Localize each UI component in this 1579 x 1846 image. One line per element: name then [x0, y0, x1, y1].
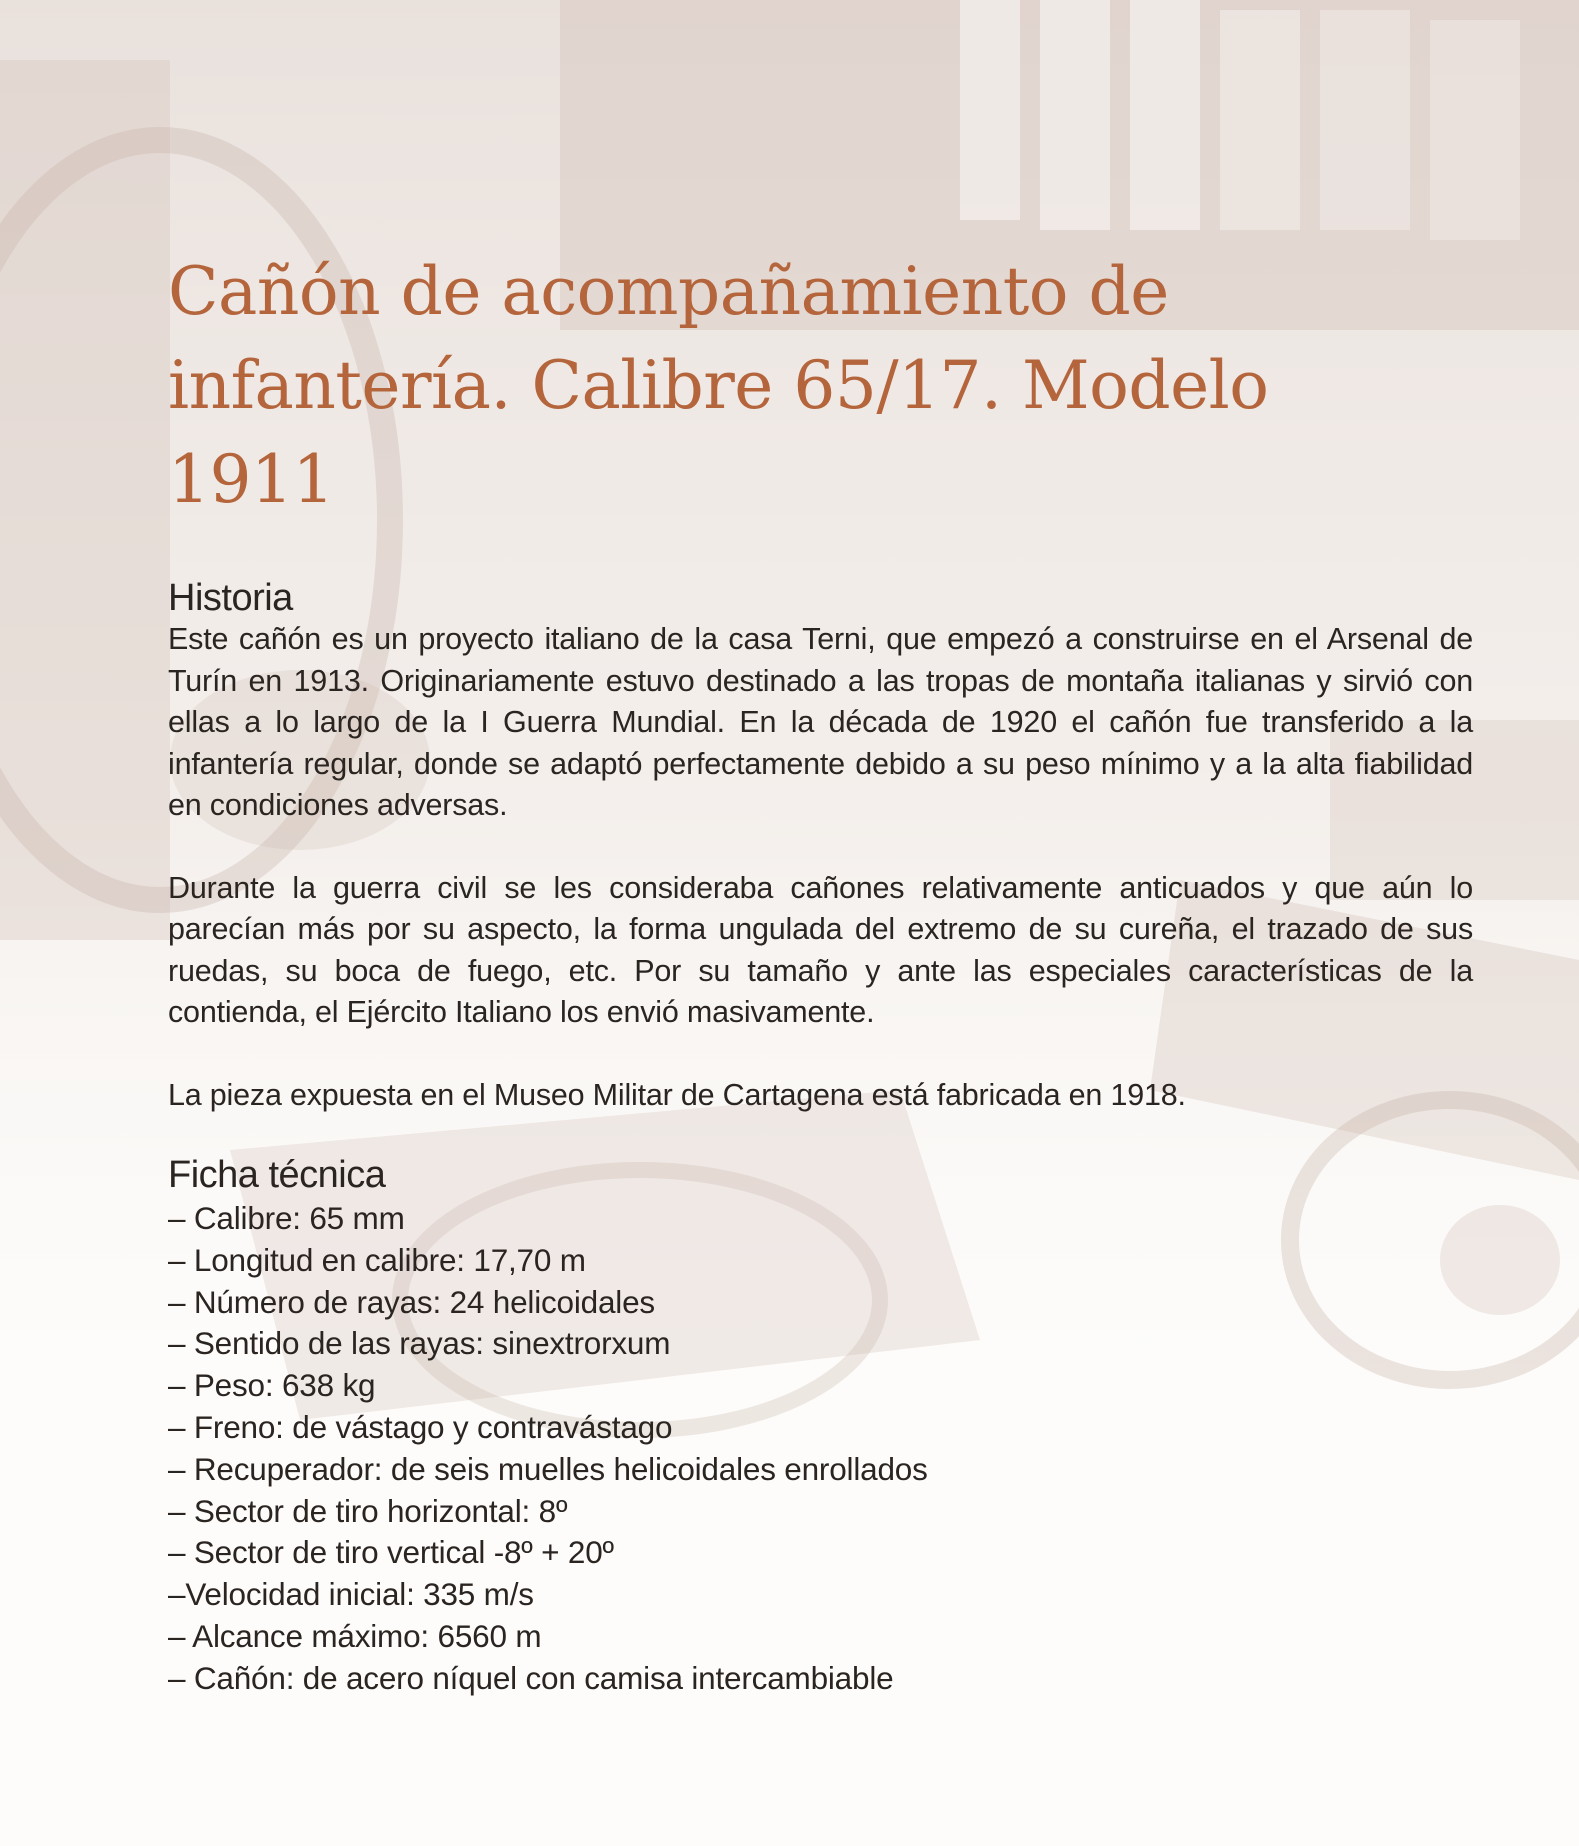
historia-heading: Historia	[168, 577, 293, 619]
spec-item: – Cañón: de acero níquel con camisa intercambiable	[168, 1659, 894, 1696]
ficha-tecnica-list	[168, 1198, 1473, 1700]
spec-item: – Alcance máximo: 6560 m	[168, 1617, 542, 1654]
spec-item: – Sector de tiro horizontal: 8º	[168, 1492, 568, 1529]
spec-item: – Peso: 638 kg	[168, 1367, 376, 1404]
spec-item: – Sentido de las rayas: sinextrorxum	[168, 1325, 671, 1362]
spec-item: – Calibre: 65 mm	[168, 1200, 405, 1236]
spec-item: – Freno: de vástago y contravástago	[168, 1408, 673, 1445]
historia-paragraph-3: La pieza expuesta en el Museo Militar de Cartagena está fabricada en 1918.	[168, 1077, 1186, 1112]
page-title: Cañón de acompañamiento de infantería. Calibre 65/17. Modelo 1911	[168, 253, 1269, 518]
ficha-tecnica-heading: Ficha técnica	[168, 1154, 386, 1196]
historia-paragraph-1: Este cañón es un proyecto italiano de la casa Terni, que empezó a construirse en el Arsenal de Turín en 1913. Originariamente estuvo destinado a las tropas de montaña italianas y sirvió con ellas a lo largo de la I Guerra Mundial. En la década de 1920 el cañón fue transferido a la infantería regular, donde se adaptó perfectamente debido a su peso mínimo y a la alta fiabilidad en condiciones adversas.	[168, 622, 1473, 822]
spec-item: – Recuperador: de seis muelles helicoidales enrollados	[168, 1450, 928, 1487]
historia-paragraph-2: Durante la guerra civil se les consideraba cañones relativamente anticuados y que aún lo parecían más por su aspecto, la forma ungulada del extremo de su cureña, el trazado de sus ruedas, su boca de fuego, etc. Por su tamaño y ante las especiales características de la contienda, el Ejército Italiano los envió masivamente.	[168, 870, 1473, 1029]
spec-item: – Sector de tiro vertical -8º + 20º	[168, 1534, 614, 1571]
spec-item: – Número de rayas: 24 helicoidales	[168, 1283, 655, 1320]
spec-item: –Velocidad inicial: 335 m/s	[168, 1576, 534, 1613]
spec-item: – Longitud en calibre: 17,70 m	[168, 1241, 586, 1278]
article	[168, 245, 1473, 1700]
